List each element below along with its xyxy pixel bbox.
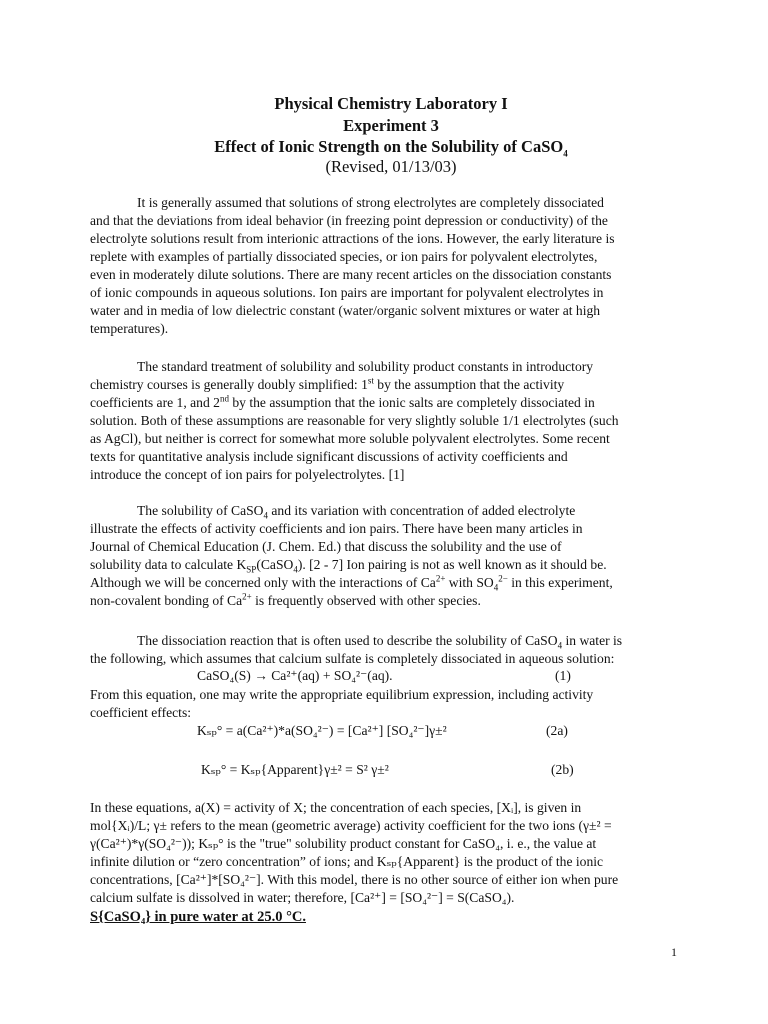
equation-2b: Kₛₚ° = Kₛₚ{Apparent}γ±² = S² γ±² [201,762,389,777]
paragraph-5 [90,799,692,907]
equation-number: (1) [555,668,571,683]
text-line: electrolyte solutions result from interionic attractions of the ions. However, the early literature is [90,231,615,246]
equation-number: (2b) [551,762,574,777]
text-line: introduce the concept of ion pairs for polyelectrolytes. [1] [90,467,405,482]
experiment-title: Effect of Ionic Strength on the Solubility of CaSO$_4$ [214,137,568,159]
experiment-number: Experiment 3 [343,116,439,135]
equation-1: CaSO₄(S) → Ca²⁺(aq) + SO₄²⁻(aq). [197,668,393,683]
equation-number: (2a) [546,723,568,738]
text-line: infinite dilution or “zero concentration” of ions; and Kₛₚ{Apparent} is the product of the ionic [90,854,604,869]
text-line: even in moderately dilute solutions. There are many recent articles on the dissociation constants [90,267,612,282]
text-line: chemistry courses is generally doubly simplified: 1st by the assumption that the activity [90,375,565,392]
text-line: mol{Xᵢ)/L; γ± refers to the mean (geometric average) activity coefficient for the two ions (γ±² = [90,818,612,833]
paragraph-4-cont [90,686,692,722]
course-title: Physical Chemistry Laboratory I [274,94,508,113]
revision-date: (Revised, 01/13/03) [325,157,457,176]
text-line: coefficients are 1, and 2nd by the assumption that the ionic salts are completely dissociated in [90,393,595,410]
text-line: temperatures). [90,321,169,336]
page-number: 1 [671,945,677,959]
text-line: illustrate the effects of activity coefficients and ion pairs. There have been many articles in [90,521,583,536]
text-line: From this equation, one may write the appropriate equilibrium expression, including activity [90,687,594,702]
paragraph-1 [90,194,692,338]
text-line: coefficient effects: [90,705,192,720]
text-line: solubility data to calculate $K_{SP}(CaSO_4)$. [2 - 7] Ion pairing is not as well known as it should be. [90,557,607,575]
text-line: The standard treatment of solubility and solubility product constants in introductory [137,359,594,374]
paragraph-2 [90,358,692,484]
section-heading: S{CaSO₄} in pure water at 25.0 °C. [90,909,306,925]
text-line: of ionic compounds in aqueous solutions. Ion pairs are important for polyvalent electrolytes in [90,285,604,300]
text-line: Journal of Chemical Education (J. Chem. Ed.) that discuss the solubility and the use of [90,539,562,554]
text-line: In these equations, a(X) = activity of X; the concentration of each species, [Xᵢ], is given in [90,800,582,815]
text-line: water and in media of low dielectric constant (water/organic solvent mixtures or water at high [90,303,601,318]
paragraph-4 [90,632,692,668]
text-line: calcium sulfate is dissolved in water; therefore, [Ca²⁺] = [SO₄²⁻] = S(CaSO₄). [90,890,515,905]
paragraph-3 [90,502,692,610]
text-line: and that the deviations from ideal behavior (in freezing point depression or conductivity) of the [90,213,608,228]
text-line: It is generally assumed that solutions of strong electrolytes are completely dissociated [137,195,604,210]
text-line: solution. Both of these assumptions are reasonable for very slightly soluble 1/1 electrolytes (such [90,413,619,428]
text-line: concentrations, [Ca²⁺]*[SO₄²⁻]. With this model, there is no other source of either ion when pure [90,872,619,887]
text-line: the following, which assumes that calcium sulfate is completely dissociated in aqueous solution: [90,651,615,666]
text-line: The solubility of CaSO$_4$ and its variation with concentration of added electrolyte [137,503,576,521]
text-line: Although we will be concerned only with the interactions of $Ca^{2+}$ with $SO_4^{2-}$ in this experiment, [90,573,613,593]
text-line: γ(Ca²⁺)*γ(SO₄²⁻)); Kₛₚ° is the "true" solubility product constant for CaSO₄, i. e., the value at [90,836,597,851]
equation-2a: Kₛₚ° = a(Ca²⁺)*a(SO₄²⁻) = [Ca²⁺] [SO₄²⁻]γ±² [197,723,447,738]
text-line: replete with examples of partially dissociated species, or ion pairs for polyvalent electrolytes, [90,249,598,264]
text-line: as AgCl), but neither is correct for somewhat more soluble polyvalent electrolytes. Some recent [90,431,610,446]
text-line: The dissociation reaction that is often used to describe the solubility of CaSO$_4$ in water is [137,633,623,651]
text-line: texts for quantitative analysis include significant discussions of activity coefficients and [90,449,568,464]
text-line: non-covalent bonding of $Ca^{2+}$ is frequently observed with other species. [90,591,481,608]
